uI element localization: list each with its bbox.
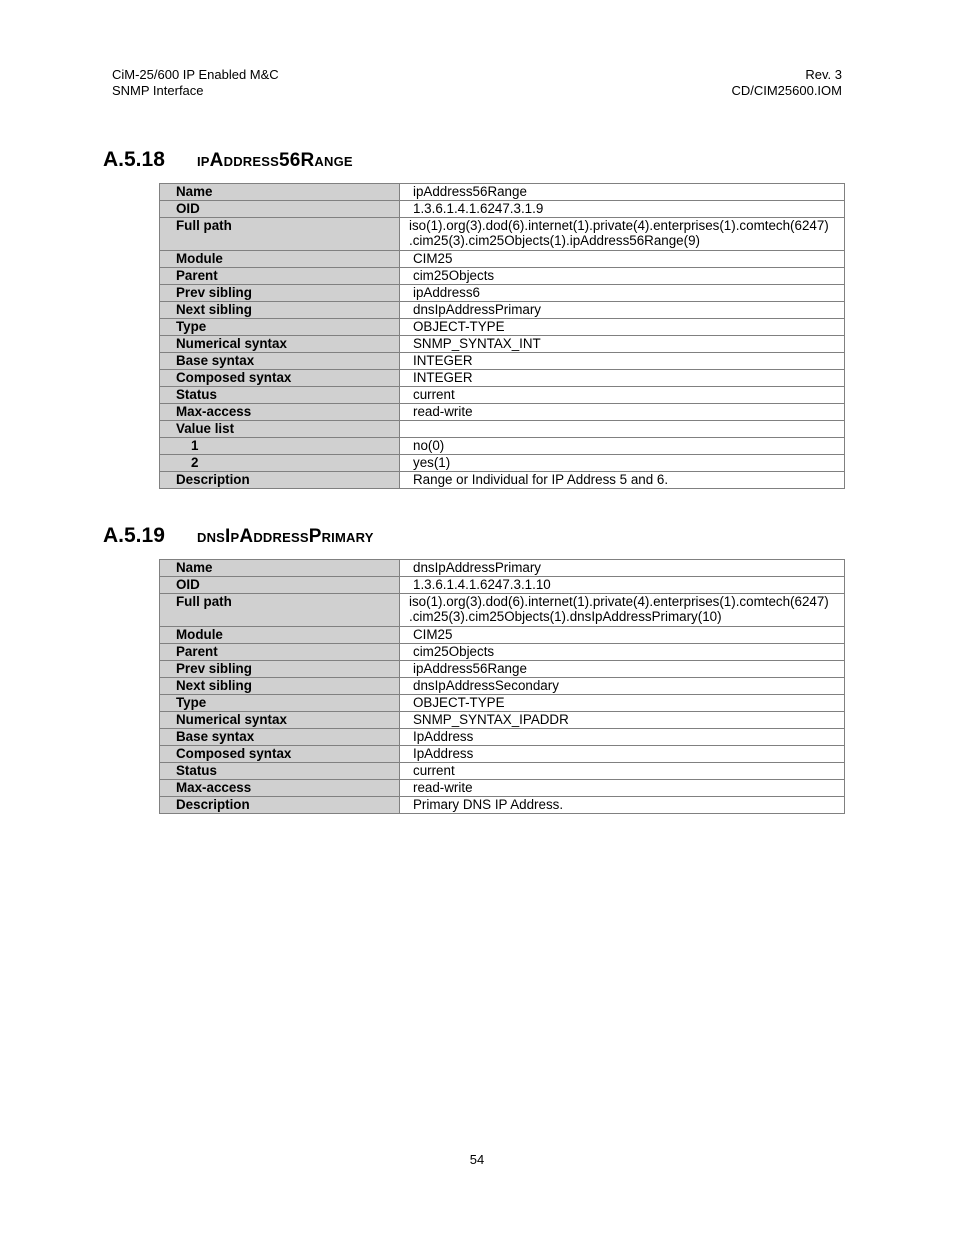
mib-object-table <box>159 559 845 814</box>
row-label: Composed syntax <box>160 746 400 763</box>
table-row <box>160 712 845 729</box>
table-row <box>160 184 845 201</box>
row-label: Name <box>160 560 400 577</box>
table-row <box>160 353 845 370</box>
table-row <box>160 627 845 644</box>
row-label: Value list <box>160 421 400 438</box>
row-label: Full path <box>160 218 400 251</box>
section-heading <box>103 148 353 172</box>
section-heading <box>103 524 374 548</box>
row-value: read-write <box>400 404 845 421</box>
row-value: 1.3.6.1.4.1.6247.3.1.9 <box>400 201 845 218</box>
table-row <box>160 336 845 353</box>
table-row <box>160 695 845 712</box>
row-label: Status <box>160 763 400 780</box>
row-label: Numerical syntax <box>160 336 400 353</box>
row-value: IpAddress <box>400 729 845 746</box>
document-title: CiM-25/600 IP Enabled M&C <box>112 67 279 82</box>
section-title: ipAddress56Range <box>197 150 353 171</box>
table-row <box>160 285 845 302</box>
row-label: Status <box>160 387 400 404</box>
table-row <box>160 678 845 695</box>
row-label: Numerical syntax <box>160 712 400 729</box>
row-value: ipAddress56Range <box>400 184 845 201</box>
row-label: Max-access <box>160 404 400 421</box>
row-value: IpAddress <box>400 746 845 763</box>
row-value: yes(1) <box>400 455 845 472</box>
table-row <box>160 797 845 814</box>
row-value: OBJECT-TYPE <box>400 695 845 712</box>
row-value: no(0) <box>400 438 845 455</box>
row-label: Max-access <box>160 780 400 797</box>
row-value: dnsIpAddressPrimary <box>400 302 845 319</box>
table-row <box>160 746 845 763</box>
row-value: OBJECT-TYPE <box>400 319 845 336</box>
table-row <box>160 387 845 404</box>
row-label: Module <box>160 251 400 268</box>
value-list-index: 1 <box>160 438 400 455</box>
row-value: INTEGER <box>400 353 845 370</box>
page-number: 54 <box>469 1152 485 1167</box>
table-row <box>160 302 845 319</box>
row-value: cim25Objects <box>400 644 845 661</box>
row-label: Base syntax <box>160 729 400 746</box>
table-row <box>160 560 845 577</box>
full-path-line-2: .cim25(3).cim25Objects(1).dnsIpAddressPrimary(10) <box>409 609 722 624</box>
table-row <box>160 404 845 421</box>
row-value: 1.3.6.1.4.1.6247.3.1.10 <box>400 577 845 594</box>
row-label: Base syntax <box>160 353 400 370</box>
row-label: OID <box>160 201 400 218</box>
row-label: OID <box>160 577 400 594</box>
document-code: CD/CIM25600.IOM <box>731 83 842 98</box>
row-label: Type <box>160 319 400 336</box>
row-label: Prev sibling <box>160 661 400 678</box>
revision-label: Rev. 3 <box>805 67 842 82</box>
row-value: dnsIpAddressPrimary <box>400 560 845 577</box>
row-value <box>400 594 845 627</box>
row-value: read-write <box>400 780 845 797</box>
table-row <box>160 268 845 285</box>
value-list-index: 2 <box>160 455 400 472</box>
table-row <box>160 763 845 780</box>
table-row <box>160 201 845 218</box>
row-value: CIM25 <box>400 251 845 268</box>
row-value <box>400 218 845 251</box>
mib-object-table <box>159 183 845 489</box>
row-label: Type <box>160 695 400 712</box>
row-label: Name <box>160 184 400 201</box>
row-value: cim25Objects <box>400 268 845 285</box>
table-row <box>160 370 845 387</box>
row-value: ipAddress6 <box>400 285 845 302</box>
full-path-line-1: iso(1).org(3).dod(6).internet(1).private(4).enterprises(1).comtech(6247) <box>409 218 829 233</box>
table-row <box>160 251 845 268</box>
row-value: dnsIpAddressSecondary <box>400 678 845 695</box>
row-value <box>400 421 845 438</box>
table-row <box>160 455 845 472</box>
section-number: A.5.19 <box>103 524 165 547</box>
row-label: Parent <box>160 268 400 285</box>
row-value: CIM25 <box>400 627 845 644</box>
row-label: Description <box>160 797 400 814</box>
row-value: INTEGER <box>400 370 845 387</box>
row-label: Composed syntax <box>160 370 400 387</box>
row-label: Description <box>160 472 400 489</box>
table-row <box>160 594 845 627</box>
row-value: Range or Individual for IP Address 5 and 6. <box>400 472 845 489</box>
table-row <box>160 421 845 438</box>
table-row <box>160 472 845 489</box>
document-subtitle: SNMP Interface <box>112 83 204 98</box>
row-label: Parent <box>160 644 400 661</box>
table-row <box>160 218 845 251</box>
row-label: Next sibling <box>160 302 400 319</box>
row-label: Module <box>160 627 400 644</box>
table-row <box>160 644 845 661</box>
row-value: SNMP_SYNTAX_IPADDR <box>400 712 845 729</box>
row-label: Prev sibling <box>160 285 400 302</box>
table-row <box>160 780 845 797</box>
row-value: SNMP_SYNTAX_INT <box>400 336 845 353</box>
full-path-line-1: iso(1).org(3).dod(6).internet(1).private(4).enterprises(1).comtech(6247) <box>409 594 829 609</box>
table-row <box>160 661 845 678</box>
page-header-left <box>112 67 279 99</box>
full-path-line-2: .cim25(3).cim25Objects(1).ipAddress56Range(9) <box>409 233 700 248</box>
row-value: Primary DNS IP Address. <box>400 797 845 814</box>
row-label: Next sibling <box>160 678 400 695</box>
row-label: Full path <box>160 594 400 627</box>
row-value: current <box>400 387 845 404</box>
page-header-right <box>731 67 842 99</box>
row-value: ipAddress56Range <box>400 661 845 678</box>
table-row <box>160 729 845 746</box>
row-value: current <box>400 763 845 780</box>
table-row <box>160 577 845 594</box>
table-row <box>160 438 845 455</box>
section-title: dnsIpAddressPrimary <box>197 526 374 547</box>
section-number: A.5.18 <box>103 148 165 171</box>
table-row <box>160 319 845 336</box>
